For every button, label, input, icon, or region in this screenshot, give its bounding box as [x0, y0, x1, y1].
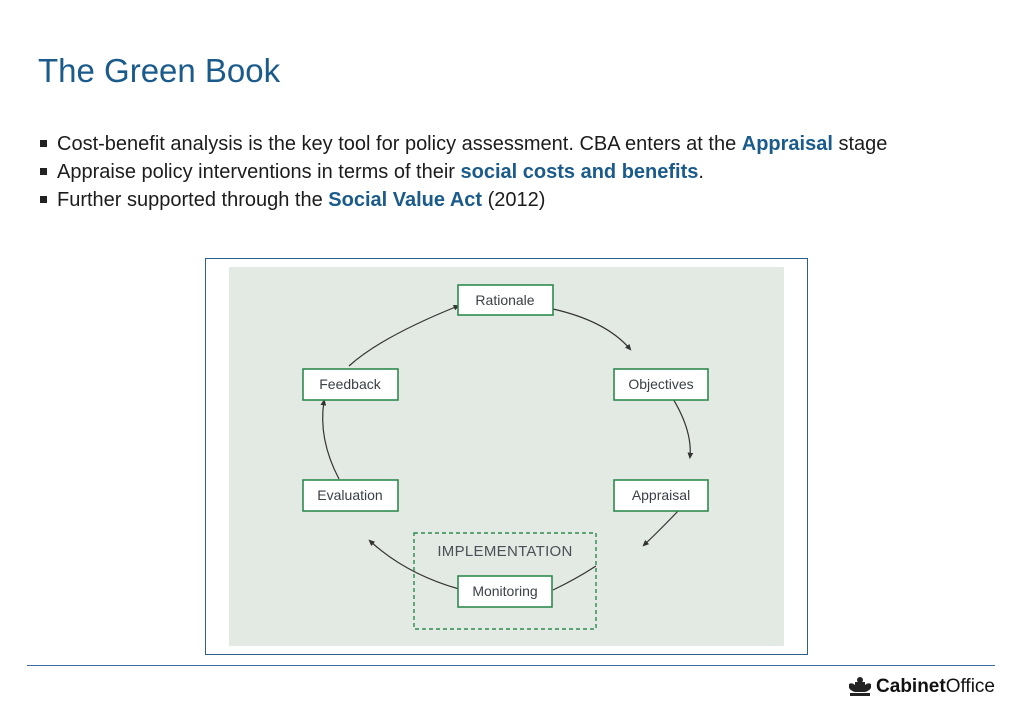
bullet-text-end: . [698, 161, 704, 183]
bullet-item [38, 130, 988, 158]
bullet-text-end: stage [832, 133, 888, 155]
policy-cycle-figure [205, 258, 808, 655]
bullet-highlight: Social Value Act [328, 189, 483, 211]
node-label-evaluation: Evaluation [317, 487, 383, 503]
bullet-highlight: social costs and benefits [460, 161, 699, 183]
policy-cycle-diagram [206, 259, 809, 656]
bullet-highlight: Appraisal [741, 133, 833, 155]
node-monitoring [458, 576, 552, 607]
logo-wordmark [876, 676, 995, 698]
bullet-item [38, 158, 988, 186]
node-label-monitoring: Monitoring [472, 583, 538, 599]
royal-crest-icon [847, 676, 873, 698]
bullet-text: Appraise policy interventions in terms of their [57, 161, 461, 183]
node-objectives [614, 369, 708, 400]
node-label-feedback: Feedback [319, 376, 381, 392]
node-evaluation [303, 480, 398, 511]
bullet-item [38, 186, 988, 214]
bullet-list [38, 130, 988, 214]
logo-regular: Office [945, 676, 995, 697]
bullet-text: Further supported through the [57, 189, 329, 211]
node-label-appraisal: Appraisal [631, 487, 691, 503]
logo-bold: Cabinet [876, 676, 946, 697]
node-feedback [303, 369, 398, 400]
implementation-label: IMPLEMENTATION [437, 543, 573, 560]
footer-divider [27, 665, 995, 666]
cabinet-office-logo [847, 676, 995, 698]
node-rationale [458, 285, 553, 315]
bullet-text: Cost-benefit analysis is the key tool for policy assessment. CBA enters at the [57, 133, 742, 155]
node-label-objectives: Objectives [628, 376, 694, 392]
page-title: The Green Book [38, 52, 281, 89]
node-label-rationale: Rationale [475, 292, 535, 308]
node-appraisal [614, 480, 708, 511]
bullet-text-end: (2012) [482, 189, 546, 211]
